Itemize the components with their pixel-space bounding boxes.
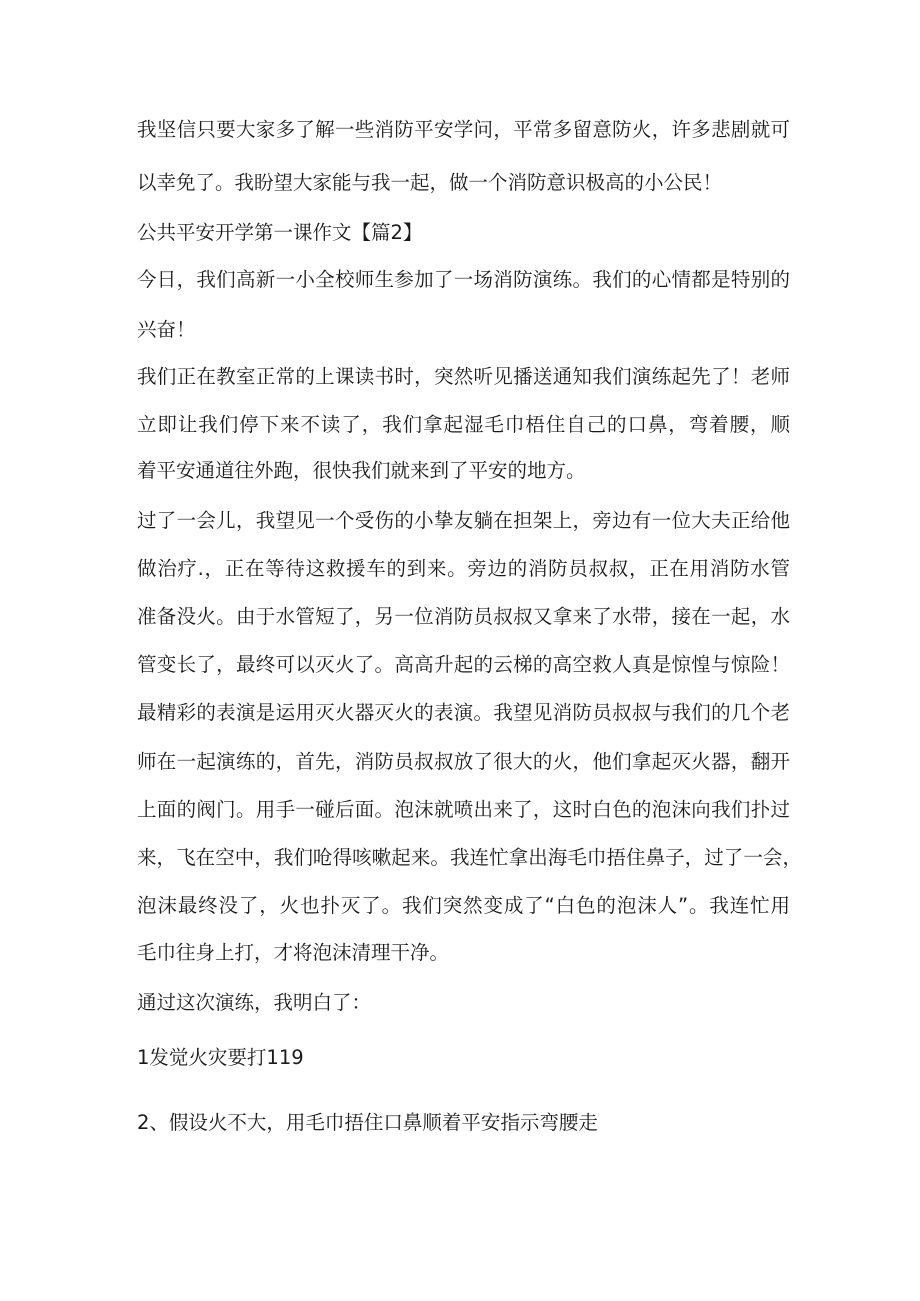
paragraph-line: 最精彩的表演是运用灭火器灭火的表演。我望见消防员叔叔与我们的几个老 (137, 701, 790, 724)
paragraph-line: 我们正在教室正常的上课读书时，突然听见播送通知我们演练起先了！老师 (137, 365, 790, 388)
paragraph-line: 做治疗.，正在等待这救援车的到来。旁边的消防员叔叔，正在用消防水管 (137, 557, 790, 580)
paragraph-line: 兴奋！ (137, 318, 196, 341)
paragraph-line: 来，飞在空中，我们呛得咳嗽起来。我连忙拿出海毛巾捂住鼻子，过了一会， (137, 846, 802, 869)
paragraph-line: 过了一会儿，我望见一个受伤的小挚友躺在担架上，旁边有一位大夫正给他 (137, 509, 790, 532)
paragraph-line: 今日，我们高新一小全校师生参加了一场消防演练。我们的心情都是特别的 (137, 268, 790, 291)
paragraph-line: 师在一起演练的，首先，消防员叔叔放了很大的火，他们拿起灭火器，翻开 (137, 750, 790, 773)
heading-line: 公共平安开学第一课作文【篇2】 (137, 221, 423, 244)
list-item-text: 1发觉火灾要打119 (137, 1046, 304, 1069)
paragraph-line: 立即让我们停下来不读了，我们拿起湿毛巾梧住自己的口鼻，弯着腰，顺 (137, 413, 790, 436)
paragraph-line: 我坚信只要大家多了解一些消防平安学问，平常多留意防火，许多悲剧就可 (137, 118, 790, 141)
paragraph-line: 准备没火。由于水管短了，另一位消防员叔叔又拿来了水带，接在一起，水 (137, 605, 790, 628)
paragraph-line: 以幸免了。我盼望大家能与我一起，做一个消防意识极高的小公民！ (137, 171, 723, 194)
paragraph-line: 着平安通道往外跑，很快我们就来到了平安的地方。 (137, 459, 586, 482)
paragraph-line: 通过这次演练，我明白了： (137, 991, 372, 1014)
paragraph-line: 毛巾往身上打，才将泡沫清理干净。 (137, 941, 450, 964)
paragraph-line: 上面的阀门。用手一碰后面。泡沫就喷出来了，这时白色的泡沫向我们扑过 (137, 798, 790, 821)
paragraph-line: 管变长了，最终可以灭火了。高高升起的云梯的高空救人真是惊惶与惊险！ (137, 653, 790, 676)
paragraph-line: 泡沫最终没了，火也扑灭了。我们突然变成了“白色的泡沫人”。我连忙用 (137, 894, 790, 917)
list-item-text: 2、假设火不大，用毛巾捂住口鼻顺着平安指示弯腰走 (137, 1111, 598, 1134)
